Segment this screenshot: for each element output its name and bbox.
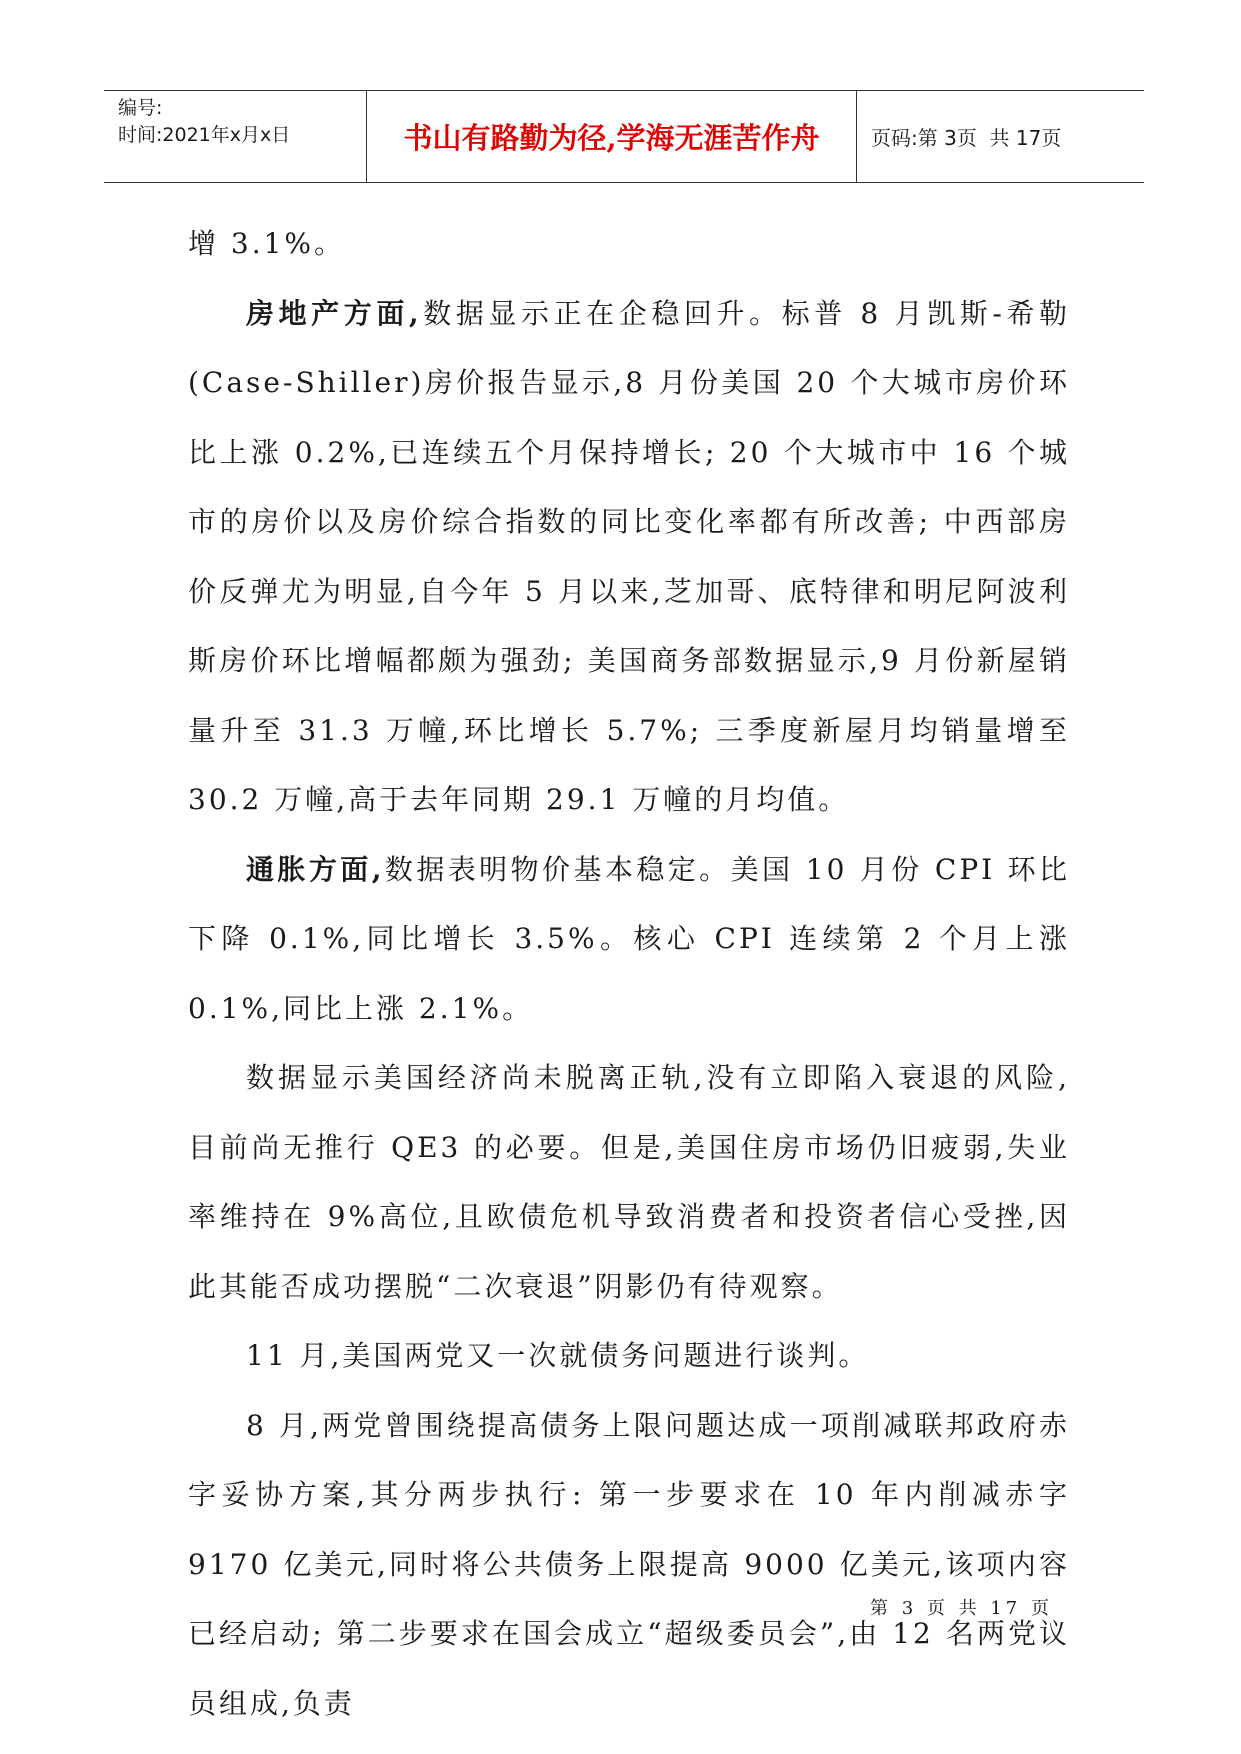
paragraph-continued: 增 3.1%。 [188,227,346,260]
motto-text: 书山有路勤为径,学海无涯苦作舟 [403,121,820,155]
header-meta [104,91,367,182]
number-label: 编号: [118,97,163,119]
header-page-info [857,91,1144,182]
paragraph-lead: 房地产方面, [246,296,422,330]
paragraph-debt-deal: 8 月,两党曾围绕提高债务上限问题达成一项削减联邦政府赤字妥协方案,其分两步执行: 第一步要求在 10 年内削减赤字 9170 亿美元,同时将公共债务上限提高 9000 亿美元,该项内容已经启动; 第二步要求在国会成立“超级委员会”,由 12 名两党议员组成,负责 [188,1408,1070,1720]
paragraph-lead: 通胀方面, [246,852,385,886]
page-header [104,90,1144,183]
header-motto [367,91,857,182]
page-footer: 第 3 页 共 17 页 [870,1598,1053,1619]
paragraph-outlook: 数据显示美国经济尚未脱离正轨,没有立即陷入衰退的风险,目前尚无推行 QE3 的必要。但是,美国住房市场仍旧疲弱,失业率维持在 9%高位,且欧债危机导致消费者和投资者信心受挫,因此其能否成功摆脱“二次衰退”阴影仍有待观察。 [188,1061,1070,1303]
paragraph-inflation [188,835,1070,1044]
paragraph-debt-talks: 11 月,美国两党又一次就债务问题进行谈判。 [246,1339,870,1372]
paragraph-text: 数据显示正在企稳回升。标普 8 月凯斯-希勒(Case-Shiller)房价报告显示,8 月份美国 20 个大城市房价环比上涨 0.2%,已连续五个月保持增长; 20 个大城市中 16 个城市的房价以及房价综合指数的同比变化率都有所改善; 中西部房价反弹尤为明显,自今年 5 月以来,芝加哥、底特律和明尼阿波利斯房价环比增幅都颇为强劲; 美国商务部数据显示,9 月份新屋销量升至 31.3 万幢,环比增长 5.7%; 三季度新屋月均销量增至 30.2 万幢,高于去年同期 29.1 万幢的月均值。 [188,296,1070,816]
page-label: 页码:第 3页 共 17页 [871,126,1062,150]
document-body [188,209,1070,1738]
time-label: 时间:2021年x月x日 [118,124,291,146]
paragraph-real-estate [188,279,1070,835]
paragraph-text: 数据表明物价基本稳定。美国 10 月份 CPI 环比下降 0.1%,同比增长 3.5%。核心 CPI 连续第 2 个月上涨 0.1%,同比上涨 2.1%。 [188,852,1071,1025]
